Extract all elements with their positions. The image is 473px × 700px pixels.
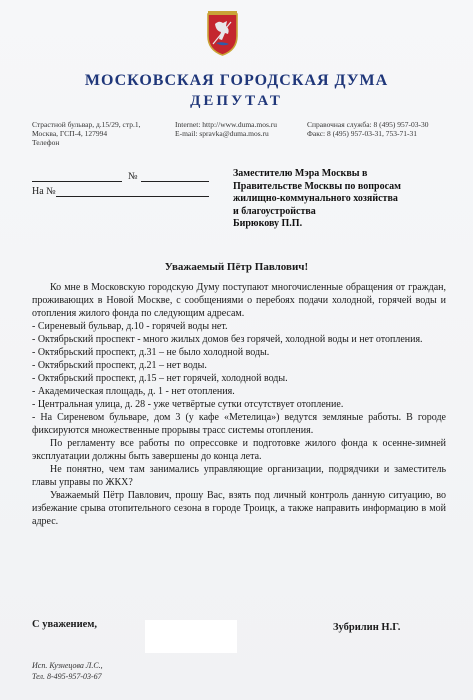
body-paragraph: Не понятно, чем там занимались управляющие организации, подрядчики и заместитель главы управы по ЖКХ? — [32, 464, 446, 488]
address-line: Москва, ГСП-4, 127994 — [32, 129, 108, 138]
address-item: - Академическая площадь, д. 1 - нет отопления. — [32, 386, 235, 397]
address-item: - Центральная улица, д. 28 - уже четвёртые сутки отсутствует отопление. — [32, 399, 344, 410]
address-item: - Октябрьский проспект, д.31 – не было холодной воды. — [32, 347, 270, 358]
body-paragraph: Ко мне в Московскую городскую Думу поступают многочисленные обращения от граждан, проживающих в Новой Москве, с сообщениями о перебоях подачи холодной, горячей воды и отопления жилого фонда по следующим адресам. — [32, 282, 446, 319]
reg-reply-prefix: На № — [32, 186, 56, 197]
email-line: E-mail: spravka@duma.mos.ru — [175, 129, 269, 138]
executor-info — [32, 660, 103, 682]
phone-line: Справочная служба: 8 (495) 957-03-30 — [307, 120, 429, 129]
addressee-line: Заместителю Мэра Москвы в — [233, 168, 368, 179]
fax-line: Факс: 8 (495) 957-03-31, 753-71-31 — [307, 129, 417, 138]
role-title: ДЕПУТАТ — [190, 93, 283, 109]
reg-date-line — [32, 181, 122, 182]
executor-name: Исп. Кузнецова Л.С., — [32, 661, 103, 670]
greeting: Уважаемый Пётр Павлович! — [164, 261, 309, 273]
body-paragraph: Уважаемый Пётр Павлович, прошу Вас, взять под личный контроль данную ситуацию, во избежание срыва отопительного сезона в городе Троицк, а также направить информацию в мой адрес. — [32, 490, 446, 527]
org-web — [175, 120, 277, 138]
moscow-coat-of-arms-icon — [205, 10, 240, 56]
org-name: МОСКОВСКАЯ ГОРОДСКАЯ ДУМА — [84, 72, 389, 89]
closing: С уважением, — [32, 619, 98, 630]
org-address — [32, 120, 140, 147]
letter-body — [32, 281, 446, 528]
addressee-line: Правительстве Москвы по вопросам — [233, 180, 401, 192]
signer-name: Зубрилин Н.Г. — [333, 622, 401, 633]
address-line: Телефон — [32, 138, 60, 147]
addressee-block — [233, 168, 463, 231]
body-paragraph: По регламенту все работы по опрессовке и подготовке жилого фонда к осенне-зимней эксплуатации должны быть завершены до конца лета. — [32, 438, 446, 462]
address-item: - На Сиреневом бульваре, дом 3 (у кафе «Метелица») ведутся земляные работы. В городе фиксируются множественные прорывы трасс системы отопления. — [32, 412, 446, 436]
address-line: Страстной бульвар, д.15/29, стр.1, — [32, 120, 141, 129]
address-item: - Сиреневый бульвар, д.10 - горячей воды нет. — [32, 321, 228, 332]
signature-redaction — [145, 620, 237, 653]
address-item: - Октябрьский проспект - много жилых домов без горячей, холодной воды и нет отопления. — [32, 334, 423, 345]
address-item: - Октябрьский проспект, д.15 – нет горячей, холодной воды. — [32, 373, 288, 384]
org-phones — [307, 120, 428, 138]
address-item: - Октябрьский проспект, д.21 – нет воды. — [32, 360, 207, 371]
reg-number-sign: № — [128, 171, 138, 182]
web-line: Internet: http://www.duma.mos.ru — [175, 120, 277, 129]
addressee-line: жилищно-коммунального хозяйства — [233, 193, 398, 204]
executor-phone: Тел. 8-495-957-03-67 — [32, 672, 102, 681]
addressee-line: и благоустройства — [233, 205, 316, 217]
reg-reply-line — [56, 196, 209, 197]
reg-number-line — [141, 181, 209, 182]
addressee-line: Бирюкову П.П. — [233, 218, 303, 229]
